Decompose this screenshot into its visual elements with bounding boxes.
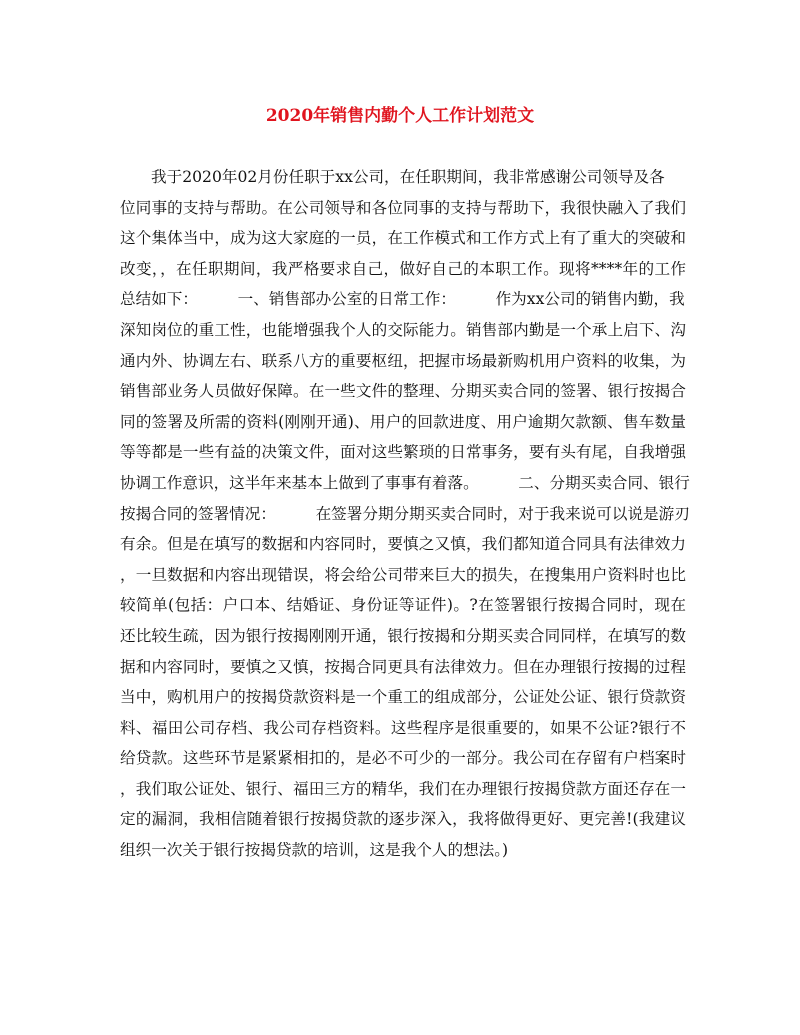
body-line: 销售部业务人员做好保障。在一些文件的整理、分期买卖合同的签署、银行按揭合 [120,382,686,401]
body-line: 我于2020年02月份任职于xx公司，在任职期间，我非常感谢公司领导及各 [151,168,665,186]
body-line: ，一旦数据和内容出现错误，将会给公司带来巨大的损失，在搜集用户资料时也比 [120,565,686,584]
body-line: 按揭合同的签署情况： 在签署分期分期买卖合同时，对于我来说可以说是游刃 [120,504,690,523]
body-line: 深知岗位的重工性，也能增强我个人的交际能力。销售部内勤是一个承上启下、沟 [120,320,686,339]
body-line: 当中，购机用户的按揭贷款资料是一个重工的组成部分，公证处公证、银行贷款资 [120,688,686,707]
body-line: 协调工作意识，这半年来基本上做到了事事有着落。 二、分期买卖合同、银行 [120,473,690,492]
body-line: 给贷款。这些环节是紧紧相扣的，是必不可少的一部分。我公司在存留有户档案时 [120,749,686,768]
body-line: 等等都是一些有益的决策文件，面对这些繁琐的日常事务，要有头有尾，自我增强 [120,443,686,462]
body-line: 还比较生疏，因为银行按揭刚刚开通，银行按揭和分期买卖合同同样，在填写的数 [120,626,686,645]
body-line: 位同事的支持与帮助。在公司领导和各位同事的支持与帮助下，我很快融入了我们 [120,198,686,217]
body-line: 据和内容同时，要慎之又慎，按揭合同更具有法律效力。但在办理银行按揭的过程 [120,657,686,676]
body-line: 有余。但是在填写的数据和内容同时，要慎之又慎，我们都知道合同具有法律效力 [120,535,686,554]
body-line: 通内外、协调左右、联系八方的重要枢纽，把握市场最新购机用户资料的收集，为 [120,351,686,370]
document-title: 2020年销售内勤个人工作计划范文 [265,106,535,126]
body-line: 总结如下： 一、销售部办公室的日常工作： 作为xx公司的销售内勤，我 [120,290,685,309]
body-line: 同的签署及所需的资料(刚刚开通)、用户的回款进度、用户逾期欠款额、售车数量 [120,412,686,431]
body-line: 改变，，在任职期间，我严格要求自己，做好自己的本职工作。现将****年的工作 [120,259,686,278]
document-body [120,162,690,866]
body-line: 料、福田公司存档、我公司存档资料。这些程序是很重要的，如果不公证?银行不 [120,718,686,737]
body-line: 定的漏洞，我相信随着银行按揭贷款的逐步深入，我将做得更好、更完善!(我建议 [120,810,686,829]
body-line: 这个集体当中，成为这大家庭的一员，在工作模式和工作方式上有了重大的突破和 [120,229,686,248]
body-line: 组织一次关于银行按揭贷款的培训，这是我个人的想法。) [120,841,509,860]
body-line: 较简单(包括：户口本、结婚证、身份证等证件)。?在签署银行按揭合同时，现在 [120,596,686,615]
body-line: ，我们取公证处、银行、福田三方的精华，我们在办理银行按揭贷款方面还存在一 [120,779,686,798]
